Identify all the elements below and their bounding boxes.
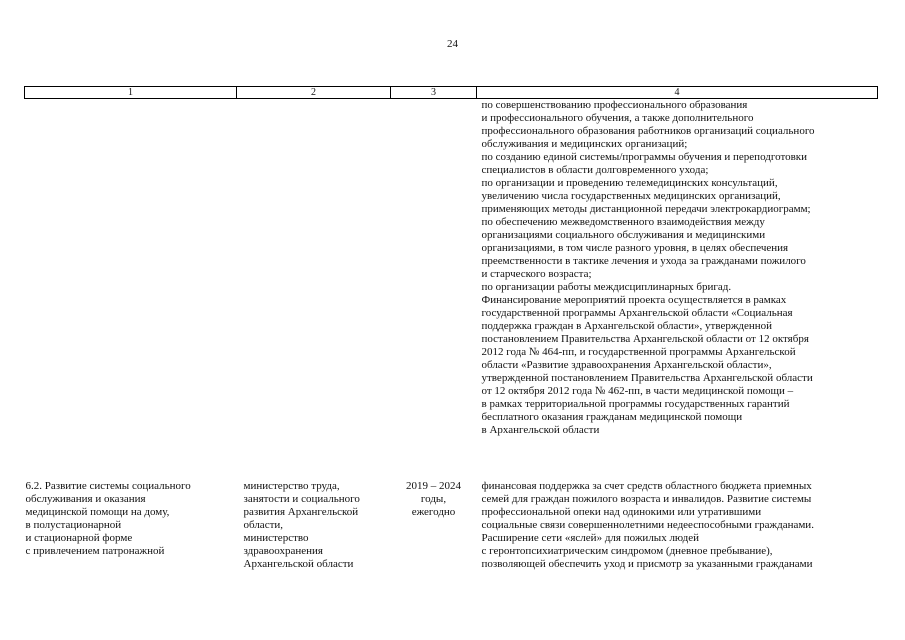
column-header-2: 2 (237, 87, 391, 99)
cell-continuation-col3 (391, 99, 477, 481)
table-row-6-2 (25, 480, 878, 571)
cell-6-2-responsible (237, 480, 391, 571)
page-number: 24 (447, 38, 458, 50)
cell-6-2-activity (25, 480, 237, 571)
cell-continuation-col1 (25, 99, 237, 481)
column-header-4: 4 (477, 87, 878, 99)
column-header-3: 3 (391, 87, 477, 99)
activity-title-text: 6.2. Развитие системы социального обслуживания и оказания медицинской помощи на дому, в полустационарной и стационарной форме с привлечением патронажной (25, 480, 191, 557)
document-table (24, 86, 878, 571)
column-header-1: 1 (25, 87, 237, 99)
column-number-header-row (25, 87, 878, 99)
cell-continuation-col2 (237, 99, 391, 481)
cell-continuation-col4 (477, 99, 878, 481)
cell-6-2-period (391, 480, 477, 571)
cell-6-2-description (477, 480, 878, 571)
responsible-executors-text: министерство труда, занятости и социального развития Архангельской области, министерство здравоохранения Архангельской области (243, 480, 360, 570)
implementation-period-text: 2019 – 2024 годы, ежегодно (406, 480, 461, 518)
table-row-continuation (25, 99, 878, 481)
continuation-description-text: по совершенствованию профессионального образования и профессионального обучения, а также дополнительного профессионального образования работников организаций социального обслуживания и медицинских организаций; по созданию единой системы/программы обучения и переподготовки специалистов в области долговременного ухода; по организации и проведению телемедицинских консультаций, увеличению числа государственных медицинских организаций, применяющих методы дистанционной передачи электрокардиограмм; по обеспечению межведомственного взаимодействия между организациями социального обслуживания и медицинскими организациями, в том числе разного уровня, в целях обеспечения преемственности в тактике лечения и ухода за гражданами пожилого и старческого возраста; по организации работы междисциплинарных бригад. Финансирование мероприятий проекта осуществляется в рамках государственной программы Архангельской области «Социальная поддержка граждан в Архангельской области», утвержденной постановлением Правительства Архангельской области от 12 октября 2012 года № 464-пп, и государственной программы Архангельской области «Развитие здравоохранения Архангельской области», утвержденной постановлением Правительства Архангельской области от 12 октября 2012 года № 462-пп, в части медицинской помощи – в рамках территориальной программы государственных гарантий бесплатного оказания гражданам медицинской помощи в Архангельской области (481, 99, 815, 436)
activity-description-text: финансовая поддержка за счет средств областного бюджета приемных семей для граждан пожилого возраста и инвалидов. Развитие системы профессиональной опеки над одинокими или утратившими социальные связи совершеннолетними недееспособными гражданами. Расширение сети «яслей» для пожилых людей с геронтопсихиатрическим синдромом (дневное пребывание), позволяющей обеспечить уход и присмотр за указанными гражданами (481, 480, 814, 570)
